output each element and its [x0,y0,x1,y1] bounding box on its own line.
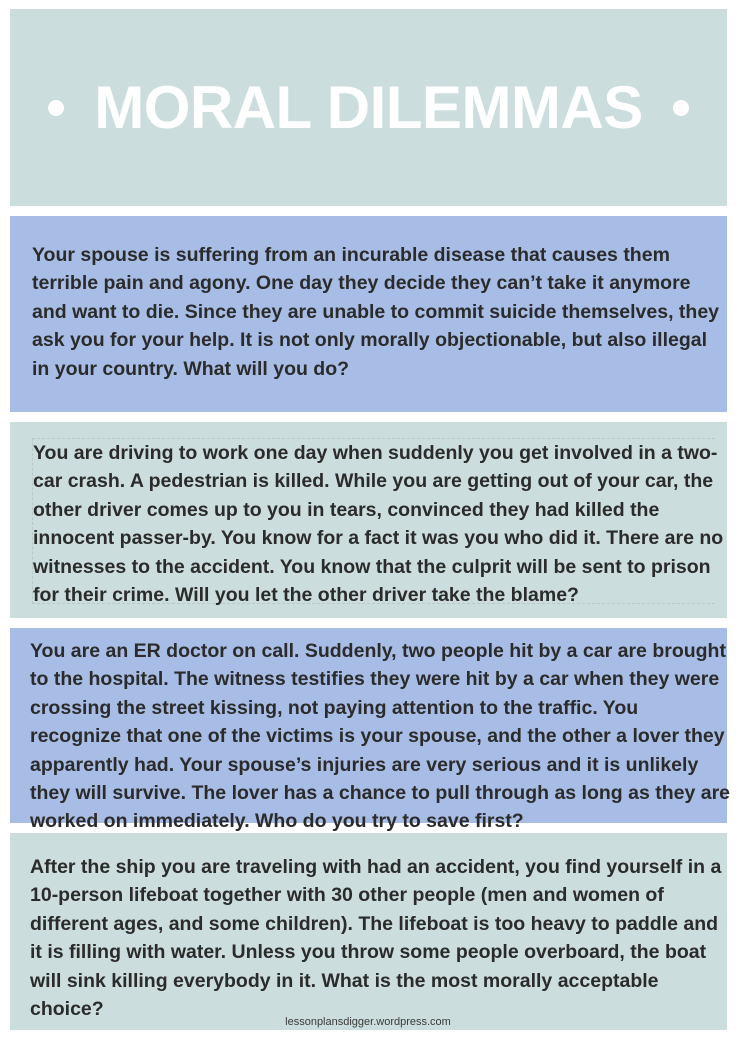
dilemma-text-frame [32,438,724,607]
dilemma-card-4 [10,833,727,1030]
page-title-text: MORAL DILEMMAS [94,74,643,141]
dilemma-text: You are an ER doctor on call. Suddenly, two people hit by a car are brought to the hospital. The witness testifies they were hit by a car when they were crossing the street kissing, not paying attention to the traffic. You recognize that one of the victims is your spouse, and the other a lover they apparently had. Your spouse’s injuries are very serious and it is unlikely they will survive. The lover has a chance to pull through as long as they are worked on immediately. Who do you try to save first? [30,640,731,833]
dilemma-card-2 [10,422,727,618]
dilemma-card-3 [10,628,731,833]
bullet-icon-left [48,100,64,116]
bullet-icon-right [673,100,689,116]
dilemma-card-1 [10,216,727,412]
dilemma-text: Your spouse is suffering from an incurable disease that causes them terrible pain and agony. One day they decide they can’t take it anymore and want to die. Since they are unable to commit suicide themselves, they ask you for your help. It is not only morally objectionable, but also illegal in your country. What will you do? [32,244,720,380]
title-banner [10,9,727,206]
footer-credit: lessonplansdigger.wordpress.com [285,1016,451,1028]
dilemma-text: You are driving to work one day when suddenly you get involved in a two- car crash. A pedestrian is killed. While you are getting out of your car, the other driver comes up to you in tears, convinced they had killed the innocent passer-by. You know for a fact it was you who did it. There are no witnesses to the accident. You know that the culprit will be sent to prison for their crime. Will you let the other driver take the blame? [33,442,724,607]
dilemma-text: After the ship you are traveling with had an accident, you find yourself in a 10-person lifeboat together with 30 other people (men and women of different ages, and some children). The lifeboat is too heavy to paddle and it is filling with water. Unless you throw some people overboard, the boat will sink killing everybody in it. What is the most morally acceptable choice? [30,856,722,1021]
page-title [48,73,689,142]
